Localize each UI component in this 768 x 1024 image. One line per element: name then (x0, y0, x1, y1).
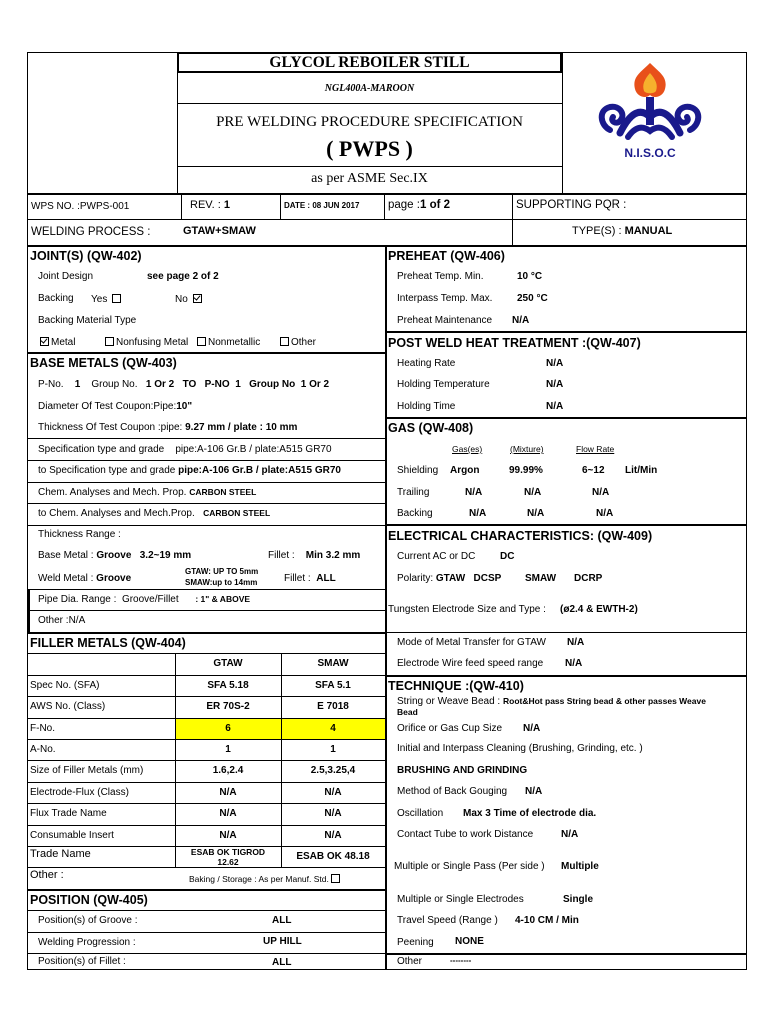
position-heading: POSITION (QW-405) (30, 893, 148, 907)
col-gtaw: GTAW (213, 658, 243, 669)
gas-col-mixture: (Mixture) (510, 444, 544, 454)
supporting-pqr: SUPPORTING PQR : (516, 199, 627, 211)
trailing-gas: N/A (465, 487, 483, 498)
interpass-value: 250 °C (517, 293, 548, 304)
peening-label: Peening (397, 937, 434, 948)
filler-row-label: Flux Trade Name (30, 808, 107, 819)
nonmetallic-checkbox[interactable] (197, 337, 206, 346)
electrodes-label: Multiple or Single Electrodes (397, 894, 524, 905)
tech-other-label: Other (397, 956, 423, 967)
gas-col-gases: Gas(es) (452, 444, 483, 454)
diameter-row: Diameter Of Test Coupon:Pipe:10" (38, 401, 193, 412)
wps-number: WPS NO. :PWPS-001 (31, 201, 130, 212)
filler-heading: FILLER METALS (QW-404) (30, 636, 186, 650)
filler-row-label: AWS No. (Class) (30, 701, 106, 712)
holding-temp-value: N/A (546, 379, 564, 390)
backing-mix: N/A (527, 508, 545, 519)
trade-name-gtaw-2: 12.62 (217, 857, 239, 867)
transfer-value: N/A (567, 637, 585, 648)
asme-note: as per ASME Sec.IX (311, 171, 428, 186)
option-other[interactable]: Other (278, 337, 316, 348)
groove-value: ALL (272, 915, 292, 926)
nisoc-logo (580, 55, 720, 165)
orifice-label: Orifice or Gas Cup Size (397, 723, 503, 734)
backing-no[interactable]: No (175, 294, 204, 305)
filler-row-label: Spec No. (SFA) (30, 680, 100, 691)
option-nonmetallic[interactable]: Nonmetallic (195, 337, 260, 348)
preheat-heading: PREHEAT (QW-406) (388, 249, 505, 263)
polarity-smaw: SMAW (525, 573, 557, 584)
trade-name-smaw: ESAB OK 48.18 (296, 851, 370, 862)
maintenance-value: N/A (512, 315, 530, 326)
welding-process-label: WELDING PROCESS : (31, 226, 151, 238)
pwps-title: ( PWPS ) (326, 136, 413, 161)
to-spec-row: to Specification type and grade pipe:A-106 Gr.B / plate:A515 GR70 (38, 465, 341, 476)
joint-design-label: Joint Design (38, 271, 94, 282)
filler-row-smaw: SFA 5.1 (315, 680, 351, 691)
contact-label: Contact Tube to work Distance (397, 829, 534, 840)
filler-row-smaw: N/A (324, 787, 342, 798)
progression-value: UP HILL (263, 936, 302, 947)
bead-value-2: Bead (397, 707, 418, 717)
option-metal[interactable]: Metal (38, 337, 75, 348)
option-nonfusing[interactable]: Nonfusing Metal (103, 337, 188, 348)
flame-logo-icon (580, 55, 720, 150)
thickness-range-label: Thickness Range : (38, 529, 121, 540)
filler-row-smaw: 4 (330, 723, 336, 734)
fillet-pos-label: Position(s) of Fillet : (38, 956, 126, 967)
rev-label: REV. : 1 (190, 199, 230, 211)
gouging-label: Method of Back Gouging (397, 786, 508, 797)
technique-heading: TECHNIQUE :(QW-410) (388, 679, 524, 693)
orifice-value: N/A (523, 723, 541, 734)
electrodes-value: Single (563, 894, 594, 905)
nonfusing-checkbox[interactable] (105, 337, 114, 346)
joint-design-value: see page 2 of 2 (147, 271, 219, 282)
cleaning-label: Initial and Interpass Cleaning (Brushing, Grinding, etc. ) (397, 743, 643, 754)
pass-value: Multiple (561, 861, 599, 872)
gouging-value: N/A (525, 786, 543, 797)
shielding-flow: 6~12 (582, 465, 605, 476)
current-label: Current AC or DC (397, 551, 476, 562)
speed-label: Travel Speed (Range ) (397, 915, 498, 926)
filler-row-smaw: N/A (324, 808, 342, 819)
backing-gas: N/A (469, 508, 487, 519)
base-metals-heading: BASE METALS (QW-403) (30, 356, 177, 370)
wire-value: N/A (565, 658, 583, 669)
base-metal-row: Base Metal : Groove 3.2~19 mm (38, 550, 192, 561)
pwht-heading: POST WELD HEAT TREATMENT :(QW-407) (388, 336, 641, 350)
heating-rate-label: Heating Rate (397, 358, 456, 369)
filler-row-label: Size of Filler Metals (mm) (30, 765, 144, 776)
peening-value: NONE (455, 936, 484, 947)
filler-row-gtaw: 1 (225, 744, 231, 755)
chem-row: Chem. Analyses and Mech. Prop. CARBON STEEL (38, 487, 257, 498)
backing-gas-label: Backing (397, 508, 433, 519)
welding-process-value: GTAW+SMAW (183, 225, 256, 237)
filler-row-gtaw: N/A (219, 787, 237, 798)
polarity-dcrp: DCRP (574, 573, 603, 584)
shielding-unit: Lit/Min (625, 465, 658, 476)
fillet-row: Fillet : Min 3.2 mm (268, 550, 361, 561)
holding-time-label: Holding Time (397, 401, 456, 412)
filler-row-gtaw: 6 (225, 723, 231, 734)
spec-row: Specification type and grade pipe:A-106 Gr.B / plate:A515 GR70 (38, 444, 332, 455)
shielding-label: Shielding (397, 465, 439, 476)
pass-label: Multiple or Single Pass (Per side ) (394, 861, 545, 872)
weld-metal-row: Weld Metal : Groove (38, 573, 132, 584)
types-field: TYPE(S) : MANUAL (572, 225, 673, 237)
heating-rate-value: N/A (546, 358, 564, 369)
interpass-label: Interpass Temp. Max. (397, 293, 493, 304)
trade-name-gtaw-1: ESAB OK TIGROD (190, 847, 266, 857)
backing-label: Backing (38, 293, 74, 304)
gas-heading: GAS (QW-408) (388, 421, 474, 435)
backing-no-checkbox[interactable] (193, 294, 202, 303)
oscillation-label: Oscillation (397, 808, 444, 819)
thickness-row: Thickness Of Test Coupon :pipe: 9.27 mm / plate : 10 mm (38, 422, 298, 433)
holding-temp-label: Holding Temperature (397, 379, 490, 390)
gas-col-flow: Flow Rate (576, 444, 615, 454)
maintenance-label: Preheat Maintenance (397, 315, 493, 326)
filler-row-gtaw: N/A (219, 830, 237, 841)
tungsten-value: (ø2.4 & EWTH-2) (560, 604, 638, 615)
filler-row-label: A-No. (30, 744, 56, 755)
filler-row-smaw: N/A (324, 830, 342, 841)
date-field: DATE : 08 JUN 2017 (284, 201, 360, 210)
electrical-heading: ELECTRICAL CHARACTERISTICS: (QW-409) (388, 529, 653, 543)
baking-checkbox[interactable] (331, 874, 340, 883)
pno-row: P-No. 1 Group No. 1 Or 2 TO P-NO 1 Group No 1 Or 2 (38, 379, 330, 390)
weld-gtaw: GTAW: UP TO 5mm (185, 567, 259, 576)
metal-checkbox[interactable] (40, 337, 49, 346)
progression-label: Welding Progression : (38, 937, 136, 948)
holding-time-value: N/A (546, 401, 564, 412)
tungsten-label: Tungsten Electrode Size and Type : (388, 604, 546, 615)
fillet-pos-value: ALL (272, 957, 292, 968)
filler-other-value: Baking / Storage : As per Manuf. Std. (189, 874, 342, 884)
trade-name-label: Trade Name (30, 848, 91, 860)
backing-flow: N/A (596, 508, 614, 519)
tech-other-value: -------- (450, 956, 472, 965)
page-field: page :1 of 2 (388, 199, 451, 211)
pipe-dia-row: Pipe Dia. Range : Groove/Fillet : 1" & ABOVE (38, 594, 251, 605)
transfer-label: Mode of Metal Transfer for GTAW (397, 637, 546, 648)
joints-heading: JOINT(S) (QW-402) (30, 249, 142, 263)
preheat-temp-value: 10 °C (517, 271, 543, 282)
to-chem-row: to Chem. Analyses and Mech.Prop. CARBON STEEL (38, 508, 271, 519)
filler-row-label: Electrode-Flux (Class) (30, 787, 129, 798)
shielding-gas: Argon (450, 465, 480, 476)
filler-row-smaw: E 7018 (317, 701, 349, 712)
polarity-row: Polarity: GTAW DCSP (397, 573, 502, 584)
doc-title: GLYCOL REBOILER STILL (269, 54, 470, 71)
spec-title: PRE WELDING PROCEDURE SPECIFICATION (216, 114, 523, 130)
other-checkbox[interactable] (280, 337, 289, 346)
trailing-label: Trailing (397, 487, 430, 498)
weld-fillet: Fillet : ALL (284, 573, 336, 584)
filler-row-label: F-No. (30, 723, 55, 734)
filler-row-label: Consumable Insert (30, 830, 114, 841)
filler-row-gtaw: ER 70S-2 (206, 701, 250, 712)
backing-yes[interactable]: Yes (91, 294, 123, 305)
current-value: DC (500, 551, 515, 562)
doc-subtitle: NGL400A-MAROON (324, 83, 415, 94)
cleaning-value: BRUSHING AND GRINDING (397, 765, 528, 776)
shielding-mix: 99.99% (509, 465, 543, 476)
filler-row-smaw: 1 (330, 744, 336, 755)
base-other: Other :N/A (38, 615, 86, 626)
speed-value: 4-10 CM / Min (515, 915, 579, 926)
contact-value: N/A (561, 829, 579, 840)
groove-label: Position(s) of Groove : (38, 915, 138, 926)
col-smaw: SMAW (317, 658, 349, 669)
filler-row-gtaw: N/A (219, 808, 237, 819)
preheat-temp-label: Preheat Temp. Min. (397, 271, 484, 282)
bead-row: String or Weave Bead : Root&Hot pass String bead & other passes Weave (397, 696, 706, 707)
wire-label: Electrode Wire feed speed range (397, 658, 544, 669)
filler-other-label: Other : (30, 869, 64, 881)
trailing-mix: N/A (524, 487, 542, 498)
filler-row-gtaw: 1.6,2.4 (212, 765, 244, 776)
logo-text: N.I.S.O.C (624, 146, 676, 160)
oscillation-value: Max 3 Time of electrode dia. (463, 808, 597, 819)
trailing-flow: N/A (592, 487, 610, 498)
backing-material-label: Backing Material Type (38, 315, 137, 326)
filler-row-smaw: 2.5,3.25,4 (310, 765, 356, 776)
filler-row-gtaw: SFA 5.18 (207, 680, 249, 691)
weld-smaw: SMAW:up to 14mm (185, 578, 258, 587)
backing-yes-checkbox[interactable] (112, 294, 121, 303)
